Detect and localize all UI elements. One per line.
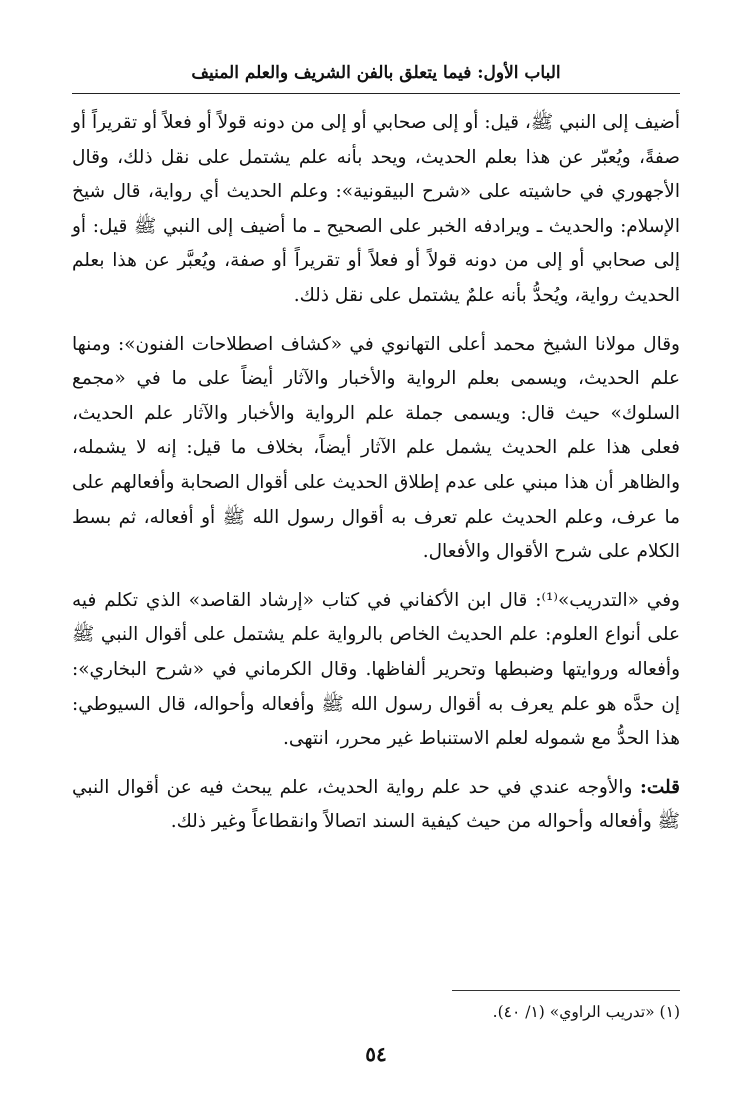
paragraph-1-text: أضيف إلى النبي ﷺ، قيل: أو إلى صحابي أو إلى من دونه قولاً أو فعلاً أو تقريراً أو صفةً، ويُعبّر عن هذا بعلم الحديث، ويحد بأنه علم يشتمل على نقل ذلك، وقال الأجهوري في حاشيته على «شرح البيقونية»: وعلم الحديث أي رواية، قال شيخ الإسلام: والحديث ـ ويرادفه الخبر على الصحيح ـ ما أضيف إلى النبي ﷺ قيل: أو إلى صحابي أو إلى من دونه قولاً أو فعلاً أو تقريراً أو صفة، ويُعبَّر عن هذا بعلم الحديث رواية، ويُحدُّ بأنه علمٌ يشتمل على نقل ذلك. (72, 112, 680, 306)
page-body (72, 106, 680, 840)
paragraph-2 (72, 328, 680, 570)
paragraph-spacer (72, 570, 680, 584)
header-divider (72, 93, 680, 94)
paragraph-spacer (72, 757, 680, 771)
running-header: الباب الأول: فيما يتعلق بالفن الشريف والعلم المنيف (191, 63, 561, 83)
paragraph-spacer (72, 314, 680, 328)
footnote-divider (452, 990, 680, 991)
paragraph-4-lead: قلت: (640, 776, 680, 798)
paragraph-4 (72, 771, 680, 840)
paragraph-1 (72, 106, 680, 314)
paragraph-4-text: والأوجه عندي في حد علم رواية الحديث، علم يبحث فيه عن أقوال النبي ﷺ وأفعاله وأحواله من حيث كيفية السند اتصالاً وانقطاعاً وغير ذلك. (72, 776, 680, 833)
paragraph-3 (72, 584, 680, 757)
paragraph-3-text: وفي «التدريب»⁽¹⁾: قال ابن الأكفاني في كتاب «إرشاد القاصد» الذي تكلم فيه على أنواع العلوم: علم الحديث الخاص بالرواية علم يشتمل على أقوال النبي ﷺ وأفعاله وروايتها وضبطها وتحرير ألفاظها. وقال الكرماني في «شرح البخاري»: إن حدَّه هو علم يعرف به أقوال رسول الله ﷺ وأفعاله وأحواله، قال السيوطي: هذا الحدُّ مع شموله لعلم الاستنباط غير محرر، انتهى. (72, 589, 680, 750)
paragraph-2-text: وقال مولانا الشيخ محمد أعلى التهانوي في «كشاف اصطلاحات الفنون»: ومنها علم الحديث، ويسمى بعلم الرواية والأخبار والآثار أيضاً على ما في «مجمع السلوك» حيث قال: ويسمى جملة علم الرواية والأخبار والآثار علم الحديث، فعلى هذا علم الحديث يشمل علم الآثار أيضاً، بخلاف ما قيل: إنه لا يشمله، والظاهر أن هذا مبني على عدم إطلاق الحديث على أقوال الصحابة وأفعالهم على ما عرف، وعلم الحديث علم تعرف به أقوال رسول الله ﷺ أو أفعاله، ثم بسط الكلام على شرح الأقوال والأفعال. (72, 333, 680, 563)
page-number: ٥٤ (365, 1042, 387, 1066)
footnote: (١) «تدريب الراوي» (١/ ٤٠). (492, 1003, 680, 1021)
